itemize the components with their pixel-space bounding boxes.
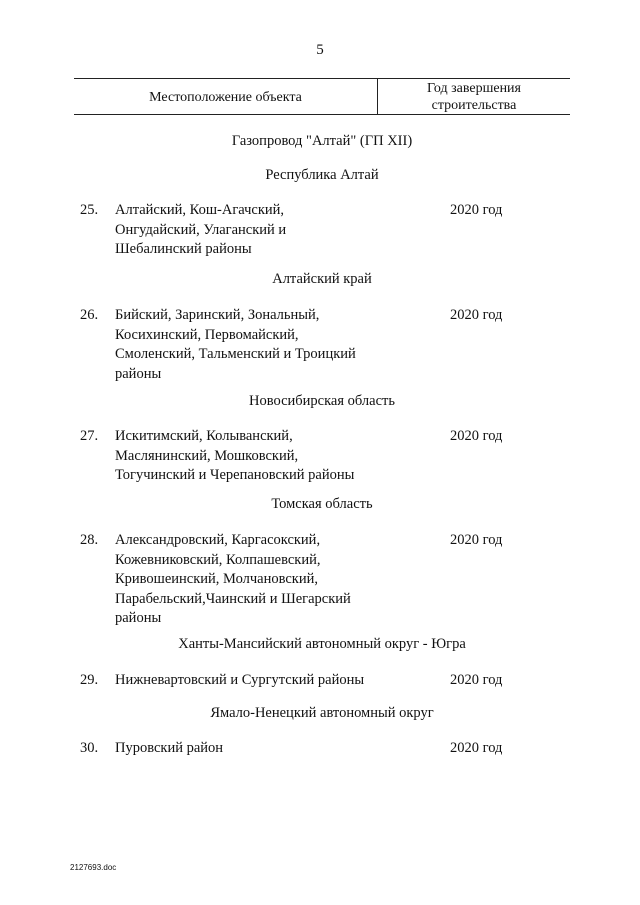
item-number: 25. [80,202,99,218]
location-line: Кривошеинский, Молчановский, [115,571,318,587]
region-heading: Алтайский край [272,271,372,287]
item-location [115,531,415,629]
region-heading: Ямало-Ненецкий автономный округ [210,705,434,721]
item-year: 2020 год [450,428,503,444]
location-line: Косихинский, Первомайский, [115,326,299,343]
item-number: 30. [80,740,99,756]
item-number: 28. [80,532,99,548]
location-line: Онгудайский, Улаганский и [115,221,287,238]
item-location [115,739,415,759]
item-number: 29. [80,672,99,688]
region-heading: Республика Алтай [265,167,379,183]
item-year: 2020 год [450,202,503,218]
location-line: районы [115,610,162,626]
header-location-column: Местоположение объекта [149,90,302,105]
region-heading: Томская область [271,496,373,512]
table-header-top-rule [74,78,570,79]
page-number: 5 [316,42,324,58]
region-heading: Новосибирская область [249,393,395,409]
item-location [115,671,415,691]
item-location [115,201,415,260]
header-year-line1: Год завершения [427,81,521,96]
location-line: Маслянинский, Мошковский, [115,447,299,464]
location-line: Шебалинский районы [115,241,252,257]
item-year: 2020 год [450,672,503,688]
location-line: Кожевниковский, Колпашевский, [115,551,321,568]
table-header-bottom-rule [74,114,570,115]
location-line: Нижневартовский и Сургутский районы [115,672,365,688]
item-number: 27. [80,428,99,444]
location-line: Бийский, Заринский, Зональный, [115,307,320,323]
item-location [115,306,415,384]
header-year-column [378,80,570,114]
location-line: Парабельский,Чаинский и Шегарский [115,590,351,607]
item-year: 2020 год [450,532,503,548]
header-year-line2: строительства [431,98,517,113]
location-line: Алтайский, Кош-Агачский, [115,202,285,218]
item-year: 2020 год [450,740,503,756]
region-heading: Ханты-Мансийский автономный округ - Югра [178,636,466,652]
location-line: Александровский, Каргасокский, [115,532,321,548]
item-location [115,427,415,486]
location-line: Смоленский, Тальменский и Троицкий [115,346,356,362]
location-line: Пуровский район [115,740,224,756]
location-line: Тогучинский и Черепановский районы [115,467,355,483]
location-line: Искитимский, Колыванский, [115,428,293,444]
item-year: 2020 год [450,307,503,323]
pipeline-title: Газопровод "Алтай" (ГП XII) [231,133,413,149]
document-footer: 2127693.doc [70,863,117,872]
item-number: 26. [80,307,99,323]
location-line: районы [115,365,162,382]
